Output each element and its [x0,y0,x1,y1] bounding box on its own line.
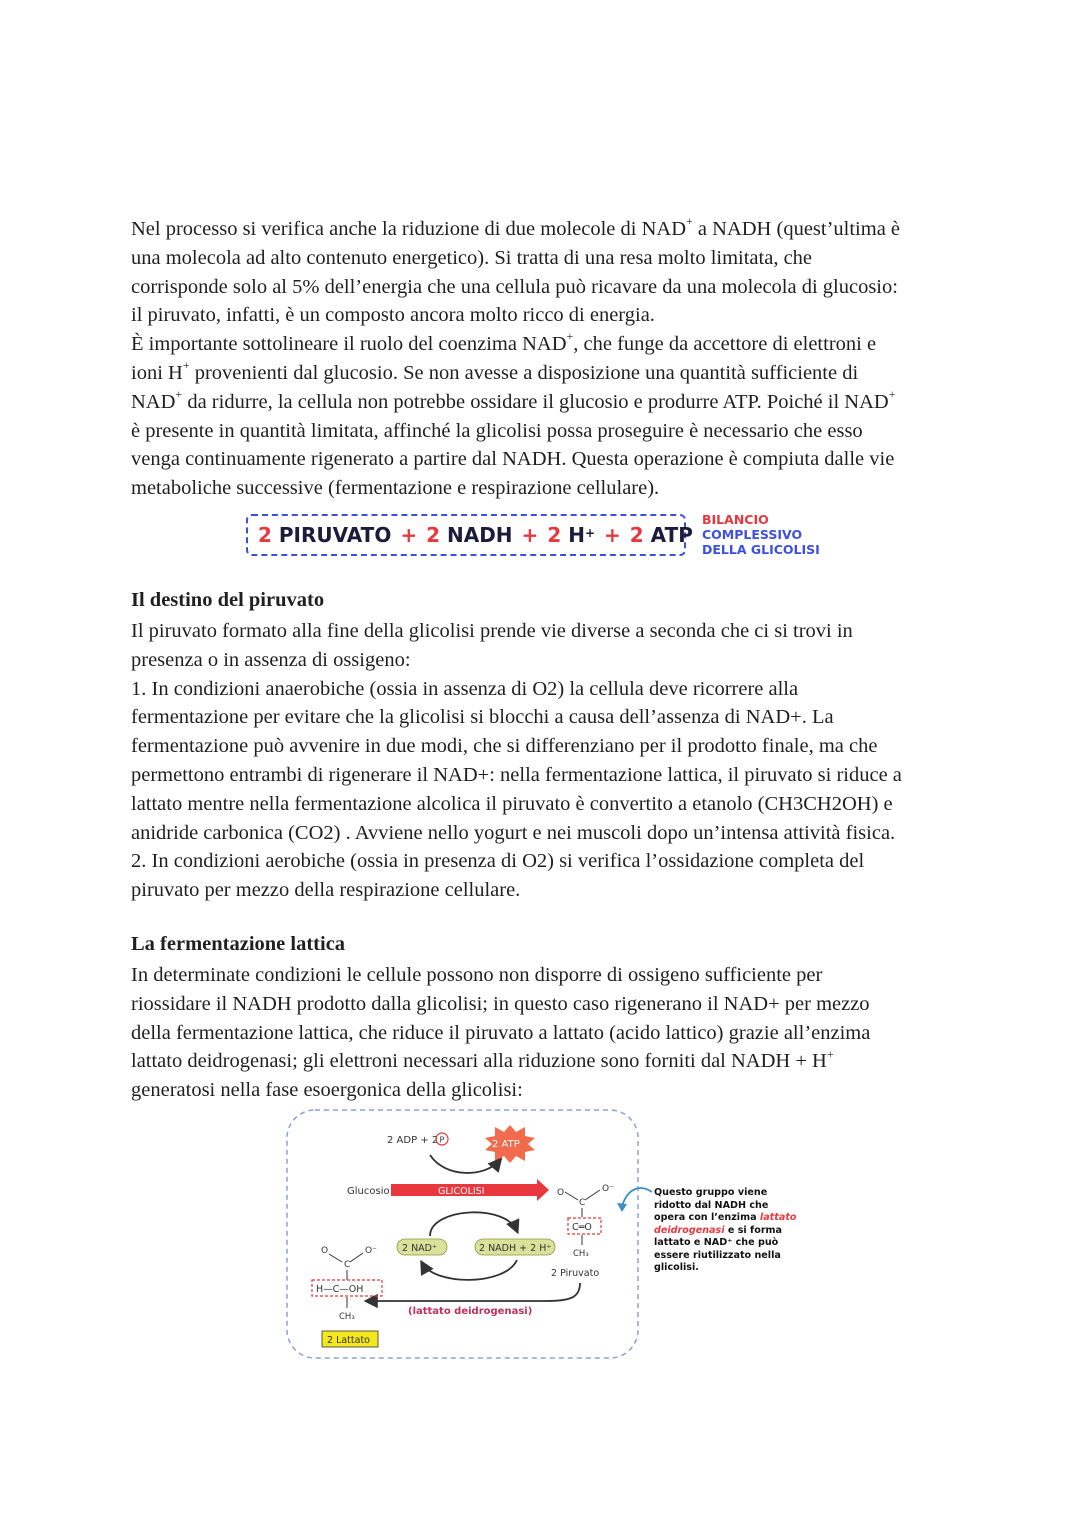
paragraph-nad-reduction [131,215,961,503]
atp-label: 2 ATP [492,1139,520,1150]
coefficient: 2 [258,523,272,547]
coefficient: 2 [629,523,644,547]
heading-pyruvate-fate: Il destino del piruvato [131,589,325,611]
annotation-arrow-head [617,1203,627,1212]
annotation-arrow [600,1178,660,1228]
equation-term: PIRUVATO [278,523,392,547]
annotation-line: ridotto dal NADH che [654,1199,769,1211]
balance-label-line: BILANCIO [702,512,769,527]
superscript: + [888,386,896,401]
text-line [131,215,961,244]
plus-sign: + [521,523,539,547]
annotation-line: lattato e NAD⁺ che può [654,1237,779,1248]
text-line: permettono entrambi di rigenerare il NAD+: nella fermentazione lattica, il piruvato si riduce a [131,763,902,786]
text-line: Il piruvato formato alla fine della glicolisi prende vie diverse a seconda che ci si trovi in [131,620,853,642]
balance-label-line: DELLA GLICOLISI [702,542,820,557]
equation-term: H [568,523,585,547]
text-line: In determinate condizioni le cellule possono non disporre di ossigeno sufficiente per [131,964,823,986]
text-span: ioni H [131,361,183,384]
pyruvate-c: C [579,1198,586,1208]
annotation-line: essere riutilizzato nella [654,1249,781,1261]
annotation-line [654,1212,804,1225]
diagram-annotation [654,1187,804,1275]
text-span: a NADH (quest’ultima è [692,218,901,240]
nadh-label: 2 NADH + 2 H⁺ [479,1243,552,1254]
heading-lactic-fermentation: La fermentazione lattica [131,933,346,955]
nad-label: 2 NAD⁺ [402,1243,437,1254]
annotation-arrow-line [622,1188,652,1206]
text-line: riossidare il NADH prodotto dalla glicolisi; in questo caso rigenerano il NAD+ per mezzo [131,992,870,1015]
text-line: il piruvato, infatti, è un composto ancora molto ricco di energia. [131,304,655,327]
plus-sign: + [604,523,621,547]
text-span: da ridurre, la cellula non potrebbe ossidare il glucosio e produrre ATP. Poiché il NAD [182,390,889,413]
lactate-label: 2 Lattato [327,1335,370,1346]
nad-return-arrow [422,1260,517,1280]
superscript: + [182,358,190,373]
text-line: corrisponde solo al 5% dell’energia che una cellula può ricavare da una molecola di glucosio: [131,275,898,298]
text-line: una molecola ad alto contenuto energetico). Si tratta di una resa molto limitata, che [131,246,813,269]
nadh-arrow [430,1212,517,1236]
lactate-ch3: CH₃ [339,1312,355,1322]
glycolysis-label: GLICOLISI [438,1186,485,1197]
text-span: È importante sottolineare il ruolo del coenzima NAD [131,333,567,356]
text-line: 1. In condizioni anaerobiche (ossia in assenza di O2) la cellula deve ricorrere alla [131,677,799,700]
text-line: generatosi nella fase esoergonica della glicolisi: [131,1079,523,1102]
plus-sign: + [400,523,418,547]
lactic-fermentation-diagram [285,1108,640,1360]
atp-arrow [430,1155,500,1173]
superscript: + [175,386,183,401]
text-line [131,1047,961,1076]
annotation-line [654,1225,804,1238]
equation-term: ATP [650,523,693,547]
adp-label: 2 ADP + 2 [387,1135,439,1146]
coefficient: 2 [547,523,562,547]
pyruvate-co: C═O [572,1222,592,1233]
text-line: venga continuamente rigenerato a partire dal NADH. Questa operazione è compiuta dalle vie [131,448,895,471]
coefficient: 2 [426,523,441,547]
text-line [131,359,961,388]
text-line: fermentazione per evitare che la glicolisi si blocchi a causa dell’assenza di NAD+. La [131,706,834,729]
paragraph-lactic-fermentation [131,961,961,1105]
lactate-hcoh: H—C—OH [316,1284,364,1295]
text-line: presenza o in assenza di ossigeno: [131,648,411,671]
pyruvate-o-minus: O⁻ [602,1184,614,1194]
paragraph-pyruvate-fate [131,617,961,905]
text-line [131,330,961,359]
enzyme-label: (lattato deidrogenasi) [408,1306,533,1317]
annotation-span: opera con l’enzima [654,1212,760,1223]
text-span: Nel processo si verifica anche la riduzione di due molecole di NAD [131,218,687,240]
annotation-line: glicolisi. [654,1262,699,1273]
text-line: 2. In condizioni aerobiche (ossia in presenza di O2) si verifica l’ossidazione completa del [131,850,865,873]
annotation-span: e si forma [724,1224,783,1236]
balance-label [702,512,820,557]
bond [585,1190,600,1200]
reduction-arrow [367,1283,580,1301]
text-span: NAD [131,390,176,413]
text-line: è presente in quantità limitata, affinché la glicolisi possa proseguire è necessario che esso [131,419,863,442]
lactate-o: O [321,1246,329,1256]
text-line: fermentazione può avvenire in due modi, che si differenziano per il prodotto finale, ma che [131,735,878,758]
text-span: provenienti dal glucosio. Se non avesse a disposizione una quantità sufficiente di [189,361,859,384]
pyruvate-ch3: CH₃ [573,1249,589,1259]
phosphate-label: P [439,1135,445,1145]
superscript: + [566,329,574,344]
text-span: lattato deidrogenasi; gli elettroni necessari alla riduzione sono forniti dal NADH + H [131,1050,827,1073]
glucose-label: Glucosio [347,1186,390,1197]
bond [329,1254,342,1262]
equation-term: NADH [446,523,513,547]
pyruvate-label: 2 Piruvato [551,1268,600,1279]
text-line [131,388,961,417]
pyruvate-o: O [557,1188,565,1198]
text-line: anidride carbonica (CO2) . Avviene nello yogurt e nei muscoli dopo un’intensa attività fisica. [131,821,896,844]
text-line: lattato mentre nella fermentazione alcolica il piruvato è convertito a etanolo (CH3CH2OH) e [131,792,893,815]
annotation-highlight: deidrogenasi [654,1224,725,1236]
bond [350,1253,363,1262]
text-line: piruvato per mezzo della respirazione cellulare. [131,879,521,902]
text-span: , che funge da accettore di elettroni e [573,333,877,356]
superscript: + [686,214,693,229]
lactate-c: C [344,1260,351,1270]
bond [565,1192,578,1200]
superscript: + [826,1046,834,1061]
annotation-highlight: lattato [759,1212,797,1223]
annotation-line: Questo gruppo viene [654,1187,768,1198]
text-line: della fermentazione lattica, che riduce il piruvato a lattato (acido lattico) grazie all’enzima [131,1021,871,1044]
balance-label-line: COMPLESSIVO [702,527,803,542]
lactate-o-minus: O⁻ [365,1246,377,1256]
glycolysis-balance-equation: 2 PIRUVATO + 2 NADH + 2 H + + 2 ATP [246,514,686,556]
text-line: metaboliche successive (fermentazione e respirazione cellulare). [131,477,660,500]
